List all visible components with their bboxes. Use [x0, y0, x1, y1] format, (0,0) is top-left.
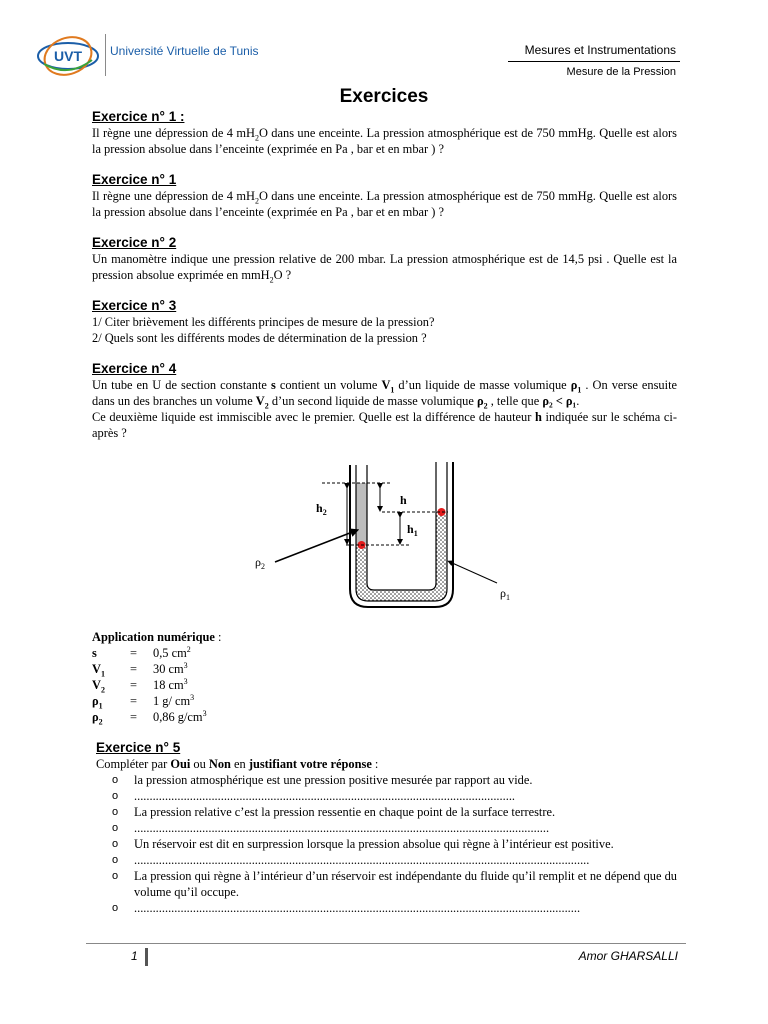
- bullet-icon: o: [112, 806, 119, 818]
- pointer-rho2: [275, 531, 355, 562]
- u-tube-diagram: [92, 459, 677, 629]
- exercise-3-question-2: 2/ Quels sont les différents modes de détermination de la pression ?: [92, 331, 427, 345]
- u-tube-svg: [92, 459, 677, 629]
- list-item: o ................................................................................................................................................: [112, 901, 581, 915]
- list-item: o ...........................................................................................................................: [112, 789, 516, 803]
- page-number: 1: [131, 949, 138, 963]
- list-item: o La pression qui règne à l’intérieur d’un réservoir est indépendante du fluide qu’il remplit et ne dépend que du volume qu’il occupe.: [112, 869, 677, 899]
- exercise-1b-text: Il règne une dépression de 4 $mH_2O$ dans une enceinte. La pression atmosphérique est de 750 mmHg. Quelle est alors la pression absolue dans l’enceinte (exprimée en Pa , bar et en mbar ) ?: [92, 189, 677, 219]
- numerical-application: [92, 629, 677, 725]
- exercise-5-heading: Exercice n° 5: [96, 740, 181, 755]
- bullet-icon: o: [112, 870, 119, 882]
- label-h1: $h_1$: [407, 522, 418, 538]
- header-rule: [508, 61, 680, 62]
- bullet-icon: o: [112, 774, 119, 786]
- list-item: o ...................................................................................................................................................: [112, 853, 590, 867]
- pointer-rho1: [450, 562, 497, 583]
- label-rho1: $\rho_1$: [500, 586, 510, 602]
- exercise-5-list: [92, 772, 677, 916]
- list-item: o la pression atmosphérique est une pression positive mesurée par rapport au vide.: [112, 773, 533, 787]
- application-row: $\rho_1$ = 1 g/ $cm^3$: [92, 692, 195, 711]
- author-name: Amor GHARSALLI: [578, 949, 678, 963]
- chapter-title: Mesure de la Pression: [566, 66, 676, 78]
- bullet-icon: o: [112, 790, 119, 802]
- header-separator: [105, 34, 106, 76]
- label-rho2: $\rho_2$: [255, 555, 265, 571]
- label-h: h: [400, 493, 407, 507]
- footer-rule: [86, 943, 686, 944]
- page-header: [0, 0, 768, 90]
- list-item: o Un réservoir est dit en surpression lorsque la pression absolue qui règne à l’intérieur est positive.: [112, 837, 614, 851]
- list-item: o La pression relative c’est la pression ressentie en chaque point de la surface terrestre.: [112, 805, 556, 819]
- exercise-1b-heading: Exercice n° 1: [92, 172, 177, 187]
- exercise-4-text: Un tube en U de section constante s contient un volume $V_1$ d’un liquide de masse volumique $\rho_1$ . On verse ensuite dans un des branches un volume $V_2$ d’un second liquide de masse volumique $\rho_2$ , telle que ρ₂ < ρ₁.: [92, 378, 678, 411]
- application-row: $V_2$ = 18 $cm^3$: [92, 676, 188, 695]
- course-title: Mesures et Instrumentations: [524, 43, 676, 57]
- exercise-3-question-1: 1/ Citer brièvement les différents principes de mesure de la pression?: [92, 315, 435, 329]
- exercise-3-heading: Exercice n° 3: [92, 298, 177, 313]
- page-title: Exercices: [339, 86, 429, 107]
- logo-text: UVT: [54, 48, 82, 64]
- application-row: $\rho_2$ = 0,86 $g/cm^3$: [92, 708, 207, 727]
- application-row: s = 0,5 $cm^2$: [92, 644, 191, 660]
- exercise-2-text: Un manomètre indique une pression relative de 200 mbar. La pression atmosphérique est de 14,5 psi . Quelle est la pression absolue exprimée en mmH$_2$O ?: [92, 252, 677, 285]
- application-heading: Application numérique :: [92, 630, 222, 644]
- uvt-logo: [34, 34, 102, 78]
- u-tube-inner-2: [367, 462, 436, 590]
- label-h2: $h_2$: [316, 501, 327, 517]
- application-row: $V_1$ = 30 $cm^3$: [92, 660, 188, 679]
- bullet-icon: o: [112, 838, 119, 850]
- bullet-icon: o: [112, 902, 119, 914]
- exercise-5-instruction: Compléter par Oui ou Non en justifiant votre réponse :: [96, 757, 379, 771]
- bullet-icon: o: [112, 854, 119, 866]
- document-body: [92, 109, 677, 916]
- exercise-1a-text: Il règne une dépression de 4 $mH_2O$ dans une enceinte. La pression atmosphérique est de 750 mmHg. Quelle est alors la pression absolue dans l’enceinte (exprimée en Pa , bar et en mbar ) ?: [92, 126, 677, 156]
- exercise-4-question: Ce deuxième liquide est immiscible avec le premier. Quelle est la différence de hauteur h indiquée sur le schéma ci-après ?: [92, 410, 677, 440]
- liquid-rho1: [356, 512, 447, 601]
- liquid-rho2: [356, 483, 367, 545]
- page-number-bar: [145, 948, 148, 966]
- bullet-icon: o: [112, 822, 119, 834]
- university-name: Université Virtuelle de Tunis: [110, 44, 259, 58]
- exercise-4-heading: Exercice n° 4: [92, 361, 177, 376]
- exercise-2-heading: Exercice n° 2: [92, 235, 177, 250]
- list-item: o ......................................................................................................................................: [112, 821, 550, 835]
- exercise-1a-heading: Exercice n° 1 :: [92, 109, 185, 124]
